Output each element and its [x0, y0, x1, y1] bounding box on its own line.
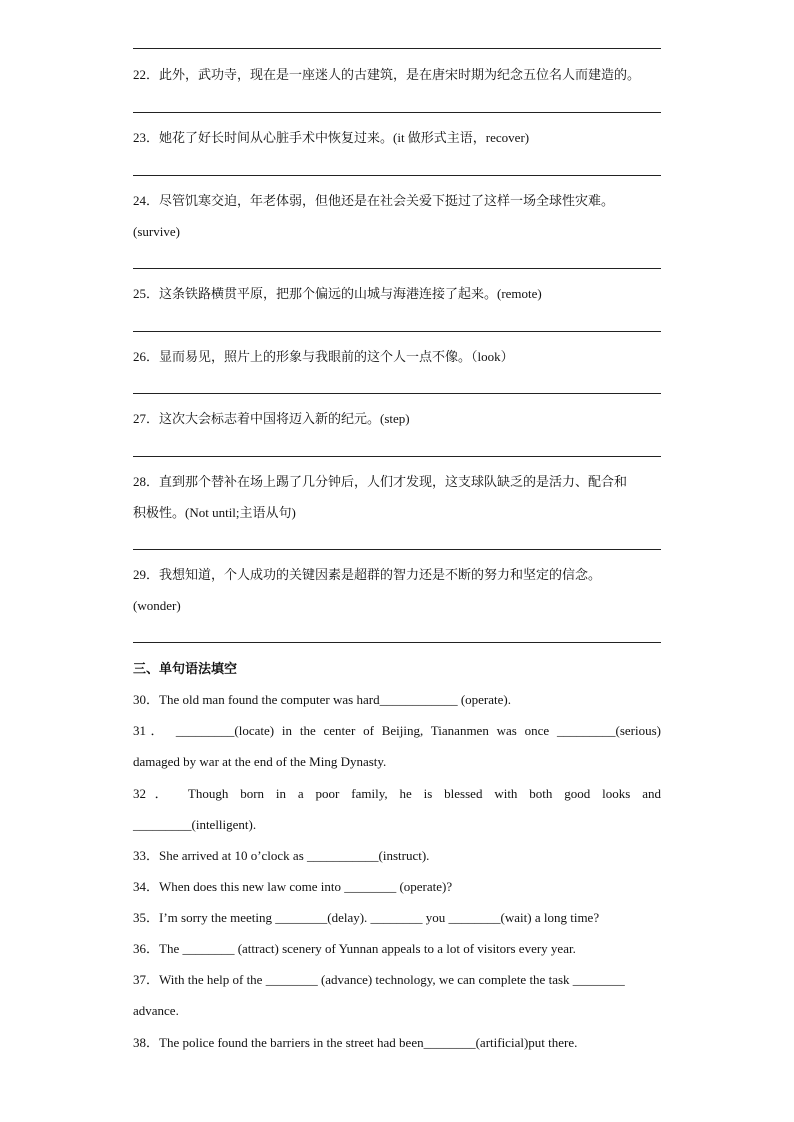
question-number: 33 — [133, 848, 146, 863]
answer-line — [133, 112, 661, 113]
answer-line — [133, 456, 661, 457]
question-28 — [133, 473, 661, 491]
question-text: ．With the help of the ________ (advance) technology, we can complete the task ________ — [146, 972, 625, 987]
answer-line — [133, 549, 661, 550]
question-23 — [133, 129, 661, 147]
question-number: 27 — [133, 411, 146, 426]
answer-line — [133, 642, 661, 643]
question-number: 38 — [133, 1035, 146, 1050]
question-text: ． _________(locate) in the center of Beijing, Tiananmen was once _________(serious) — [146, 723, 661, 738]
question-text: ．I’m sorry the meeting ________(delay). ________ you ________(wait) a long time? — [146, 910, 600, 925]
question-text: ．The ________ (attract) scenery of Yunnan appeals to a lot of visitors every year. — [146, 941, 576, 956]
question-26 — [133, 348, 661, 366]
question-37 — [133, 971, 661, 989]
question-25 — [133, 285, 661, 303]
question-text: ．She arrived at 10 o’clock as ___________(instruct). — [146, 848, 430, 863]
question-number: 35 — [133, 910, 146, 925]
answer-line — [133, 393, 661, 394]
question-32 — [133, 785, 661, 803]
question-number: 34 — [133, 879, 146, 894]
question-38 — [133, 1034, 661, 1052]
question-text: ．直到那个替补在场上踢了几分钟后，人们才发现，这支球队缺乏的是活力、配合和 — [146, 474, 628, 489]
question-27 — [133, 410, 661, 428]
answer-line — [133, 175, 661, 176]
question-number: 24 — [133, 193, 146, 208]
question-31-continued: damaged by war at the end of the Ming Dynasty. — [133, 754, 387, 769]
question-number: 23 — [133, 130, 146, 145]
question-text: ．这次大会标志着中国将迈入新的纪元。(step) — [146, 411, 410, 426]
question-number: 31 — [133, 723, 146, 738]
section-title: 三、单句语法填空 — [133, 661, 238, 676]
question-number: 22 — [133, 67, 146, 82]
answer-line — [133, 331, 661, 332]
question-text: ．The police found the barriers in the street had been________(artificial)put there. — [146, 1035, 578, 1050]
question-number: 26 — [133, 349, 146, 364]
answer-line — [133, 48, 661, 49]
question-31 — [133, 722, 661, 740]
question-number: 32 — [133, 786, 146, 801]
question-32-continued: _________(intelligent). — [133, 817, 257, 832]
question-text: ．The old man found the computer was hard____________ (operate). — [146, 692, 511, 707]
question-number: 36 — [133, 941, 146, 956]
question-text: ．这条铁路横贯平原，把那个偏远的山城与海港连接了起来。(remote) — [146, 286, 542, 301]
question-37-continued: advance. — [133, 1003, 179, 1018]
question-number: 29 — [133, 567, 146, 582]
question-text: ．此外，武功寺，现在是一座迷人的古建筑，是在唐宋时期为纪念五位名人而建造的。 — [146, 67, 641, 82]
question-22 — [133, 66, 661, 84]
question-text: ．显而易见，照片上的形象与我眼前的这个人一点不像。（look） — [146, 349, 514, 364]
question-33 — [133, 847, 661, 865]
question-24-continued: (survive) — [133, 224, 180, 239]
question-number: 25 — [133, 286, 146, 301]
answer-line — [133, 268, 661, 269]
question-34 — [133, 878, 661, 896]
question-35 — [133, 909, 661, 927]
question-29-continued: (wonder) — [133, 598, 181, 613]
question-number: 30 — [133, 692, 146, 707]
question-text: ．她花了好长时间从心脏手术中恢复过来。(it 做形式主语，recover) — [146, 130, 530, 145]
question-36 — [133, 940, 661, 958]
question-text: ．尽管饥寒交迫，年老体弱，但他还是在社会关爱下挺过了这样一场全球性灾难。 — [146, 193, 615, 208]
question-text: ．When does this new law come into ________ (operate)? — [146, 879, 453, 894]
question-number: 37 — [133, 972, 146, 987]
question-text: ． Though born in a poor family, he is blessed with both good looks and — [146, 786, 661, 801]
question-28-continued: 积极性。(Not until;主语从句) — [133, 505, 296, 520]
question-text: ．我想知道，个人成功的关键因素是超群的智力还是不断的努力和坚定的信念。 — [146, 567, 602, 582]
question-30 — [133, 691, 661, 709]
question-29 — [133, 566, 661, 584]
question-number: 28 — [133, 474, 146, 489]
question-24 — [133, 192, 661, 210]
